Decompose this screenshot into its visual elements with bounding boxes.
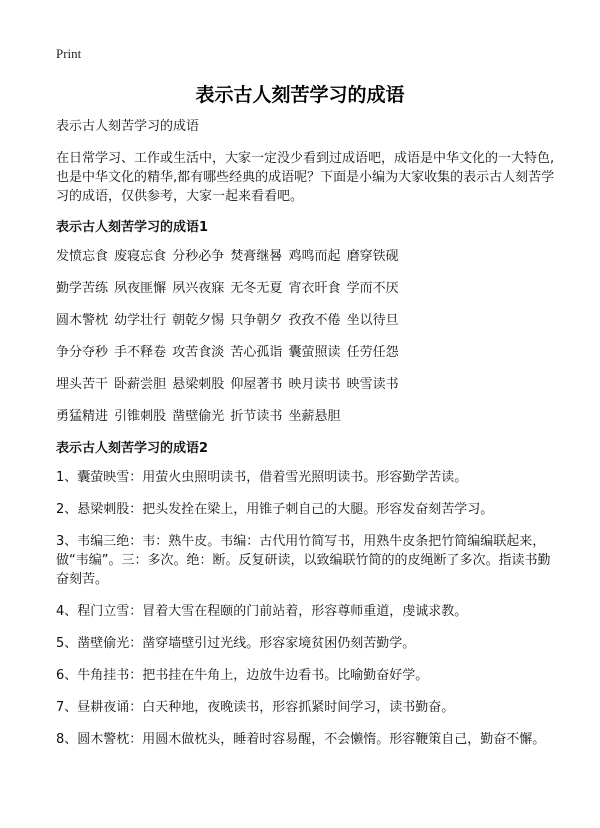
intro-paragraph: 在日常学习、工作或生活中，大家一定没少看到过成语吧，成语是中华文化的一大特色,也是中华文化的精华,都有哪些经典的成语呢？下面是小编为大家收集的表示古人刻苦学习的成语，仅供参考，大家一起来看看吧。: [56, 151, 555, 204]
page-title: 表示古人刻苦学习的成语: [195, 84, 405, 106]
definition-item: 7、昼耕夜诵：白天种地，夜晚读书，形容抓紧时间学习，读书勤奋。: [56, 700, 455, 715]
section-heading-2: 表示古人刻苦学习的成语2: [56, 441, 209, 456]
definition-item: 2、悬梁刺股：把头发拴在梁上，用锥子刺自己的大腿。形容发奋刻苦学习。: [56, 502, 494, 517]
idiom-row: 圆木警枕 幼学壮行 朝乾夕惕 只争朝夕 孜孜不倦 坐以待旦: [56, 313, 399, 328]
idiom-row: 发愤忘食 废寝忘食 分秒必争 焚膏继晷 鸡鸣而起 磨穿铁砚: [56, 249, 399, 264]
definition-item: 3、韦编三绝：韦：熟牛皮。韦编：古代用竹简写书，用熟牛皮条把竹简编编联起来，做“韦编”。三：多次。绝：断。反复研读，以致编联竹简的的皮绳断了多次。指读书勤奋刻苦。: [56, 534, 551, 587]
idiom-row: 勤学苦练 夙夜匪懈 夙兴夜寐 无冬无夏 宵衣旰食 学而不厌: [56, 281, 399, 296]
definition-item: 6、牛角挂书：把书挂在牛角上，边放牛边看书。比喻勤奋好学。: [56, 668, 429, 683]
article-subtitle: 表示古人刻苦学习的成语: [56, 119, 200, 134]
idiom-row: 争分夺秒 手不释卷 攻苦食淡 苦心孤诣 囊萤照读 任劳任怨: [56, 345, 399, 360]
idiom-row: 勇猛精进 引锥刺股 凿壁偷光 折节读书 坐薪悬胆: [56, 409, 341, 424]
idiom-row: 埋头苦干 卧薪尝胆 悬梁刺股 仰屋著书 映月读书 映雪读书: [56, 377, 399, 392]
section-heading-1: 表示古人刻苦学习的成语1: [56, 220, 209, 235]
print-link[interactable]: Print: [56, 46, 82, 61]
definition-item: 4、程门立雪：冒着大雪在程颐的门前站着，形容尊师重道，虔诚求教。: [56, 604, 468, 619]
definition-item: 1、囊萤映雪：用萤火虫照明读书，借着雪光照明读书。形容勤学苦读。: [56, 470, 468, 485]
definition-item: 8、圆木警枕：用圆木做枕头，睡着时容易醒，不会懒惰。形容鞭策自己，勤奋不懈。: [56, 732, 546, 747]
definition-item: 5、凿壁偷光：凿穿墙壁引过光线。形容家境贫困仍刻苦勤学。: [56, 636, 416, 651]
article-body: [56, 117, 556, 762]
